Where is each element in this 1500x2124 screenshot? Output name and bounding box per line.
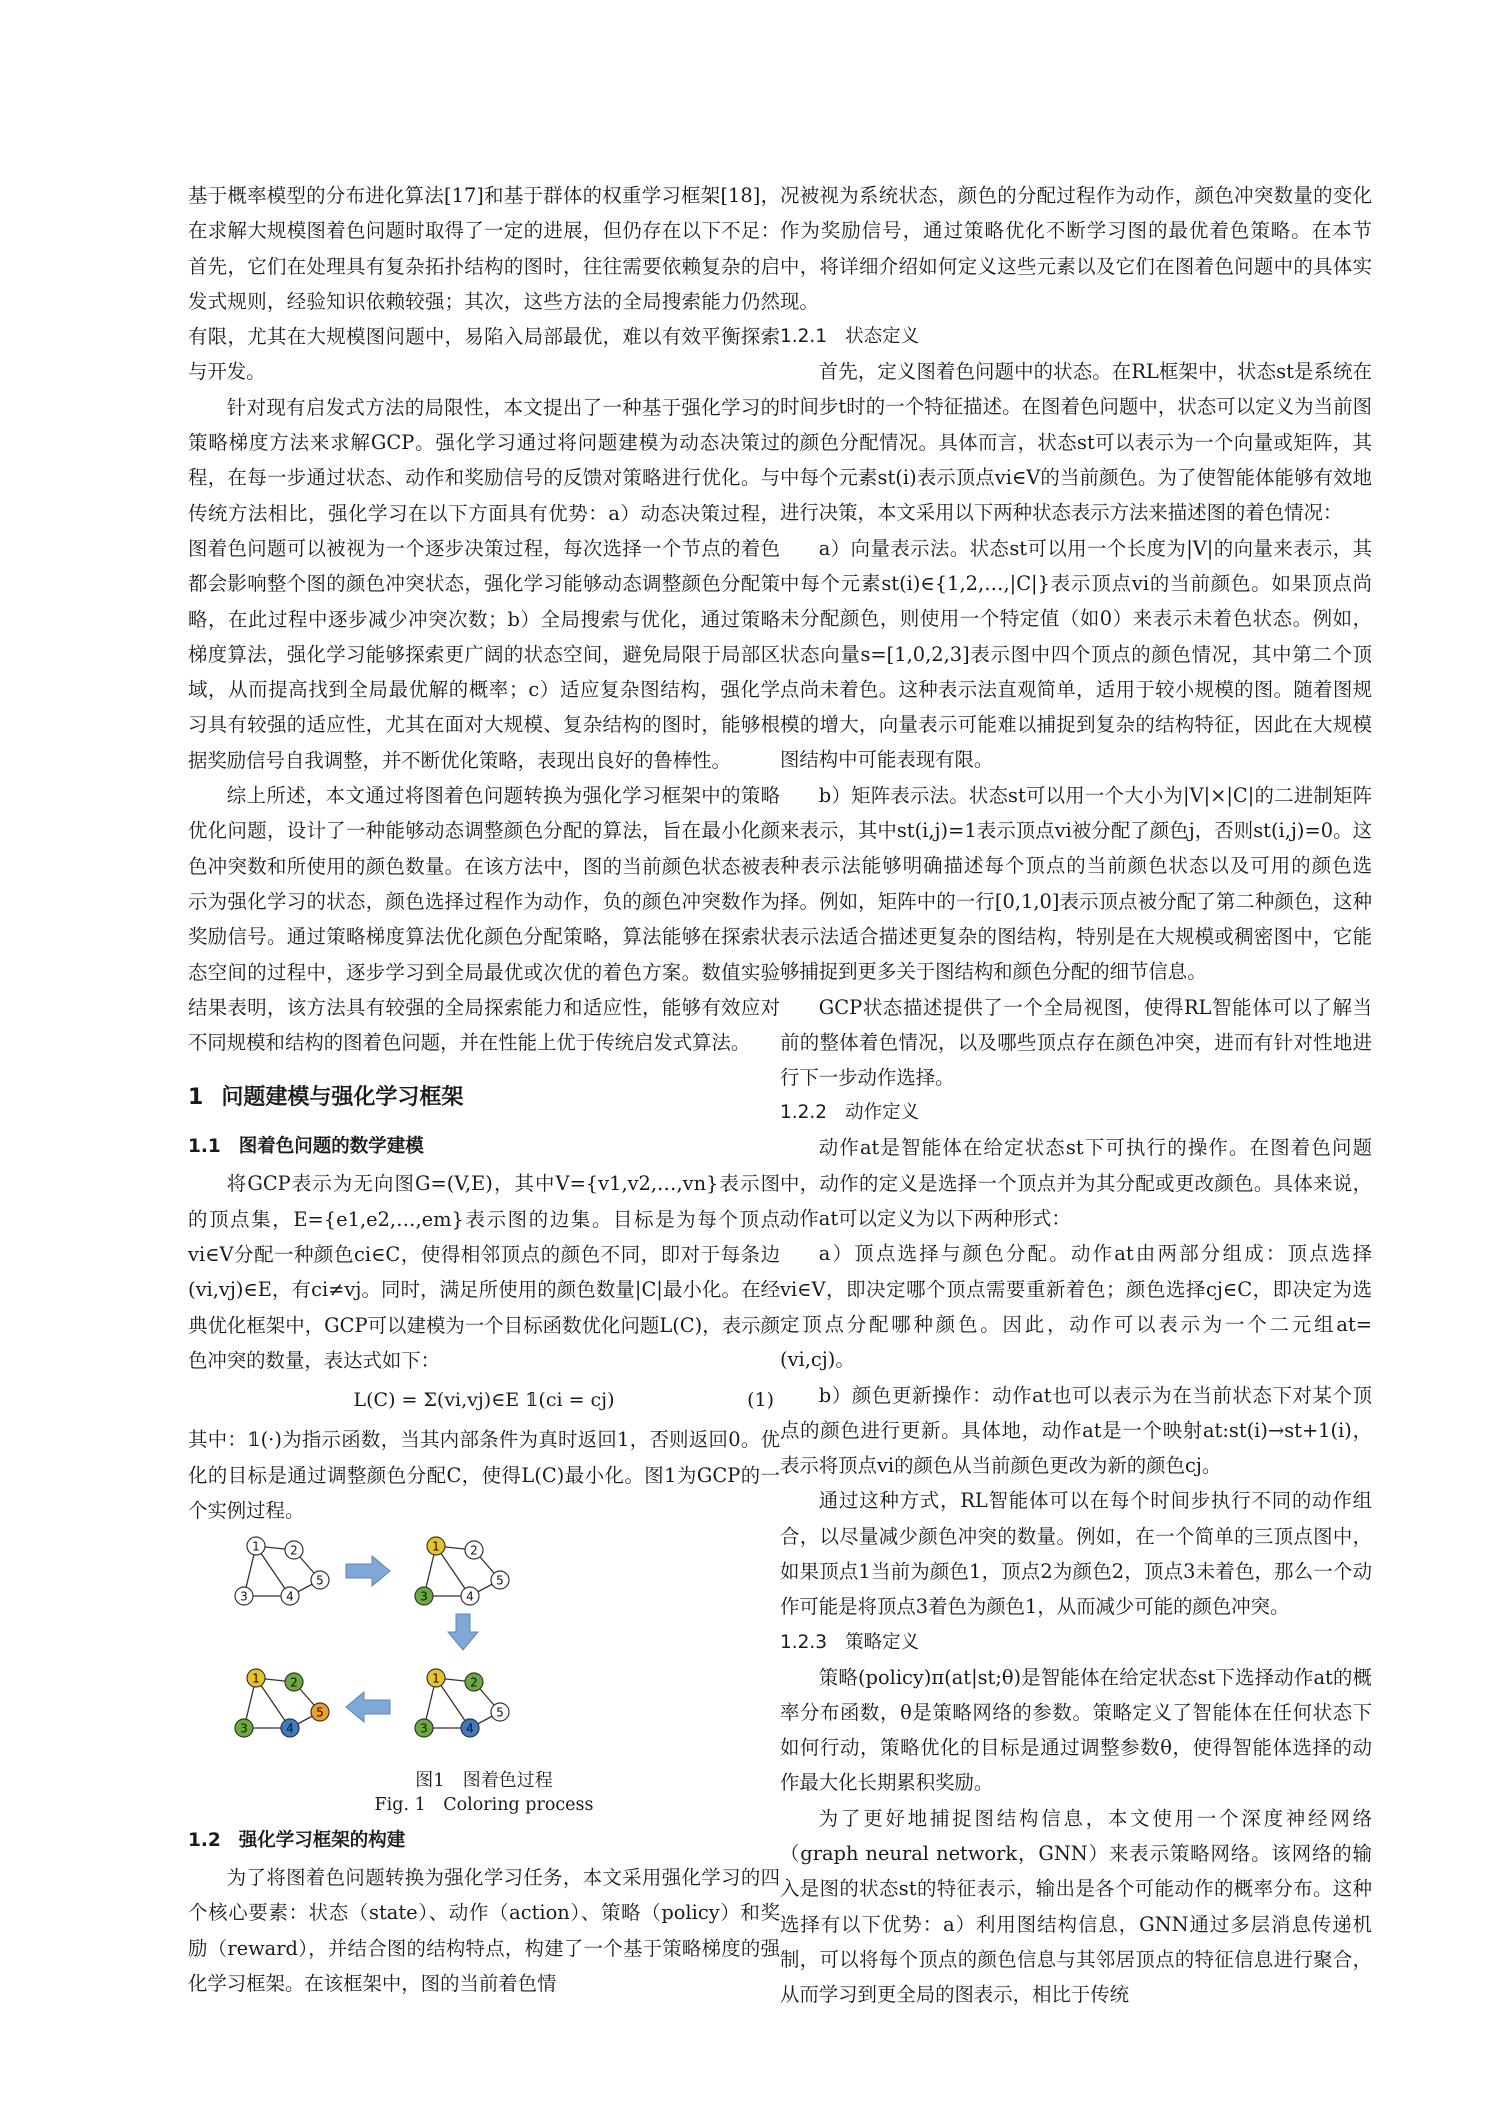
paragraph: 综上所述，本文通过将图着色问题转换为强化学习框架中的策略优化问题，设计了一种能够动态调整颜色分配的算法，旨在最小化颜色冲突数和所使用的颜色数量。在该方法中，图的当前颜色状态被表示为强化学习的状态，颜色选择过程作为动作，负的颜色冲突数作为奖励信号。通过策略梯度算法优化颜色分配策略，算法能够在探索状态空间的过程中，逐步学习到全局最优或次优的着色方案。数值实验结果表明，该方法具有较强的全局探索能力和适应性，能够有效应对不同规模和结构的图着色问题，并在性能上优于传统启发式算法。 bbox=[188, 784, 780, 1055]
subsubsection-title: 动作定义 bbox=[845, 1102, 920, 1124]
arrow-right-icon bbox=[346, 1556, 390, 1586]
subsection-heading bbox=[188, 1130, 780, 1164]
arrow-down-icon bbox=[448, 1614, 478, 1650]
subsubsection-title: 策略定义 bbox=[845, 1631, 920, 1653]
equation-body: L(C) = Σ(vi,vj)∈E 𝟙(ci = cj) bbox=[353, 1389, 615, 1412]
graph-node-label: 4 bbox=[286, 1721, 294, 1736]
subsubsection-heading bbox=[780, 319, 1372, 354]
graph-node-label: 3 bbox=[240, 1721, 248, 1736]
graph-node-label: 5 bbox=[316, 1705, 324, 1720]
subsubsection-number: 1.2.3 bbox=[780, 1631, 828, 1653]
arrow-left-icon bbox=[346, 1692, 390, 1722]
paragraph: 通过这种方式，RL智能体可以在每个时间步执行不同的动作组合，以尽量减少颜色冲突的数量。例如，在一个简单的三顶点图中，如果顶点1当前为颜色1，顶点2为颜色2，顶点3未着色，那么一个动作可能是将顶点3着色为颜色1，从而减少可能的颜色冲突。 bbox=[780, 1489, 1372, 1619]
graph-node-label: 4 bbox=[466, 1721, 474, 1736]
paragraph: 为了更好地捕捉图结构信息，本文使用一个深度神经网络（graph neural network，GNN）来表示策略网络。该网络的输入是图的状态st的特征表示，输出是各个可能动作的概率分布。这种选择有以下优势：a）利用图结构信息，GNN通过多层消息传递机制，可以将每个顶点的颜色信息与其邻居顶点的特征信息进行聚合，从而学习到更全局的图表示，相比于传统 bbox=[780, 1806, 1372, 2007]
paragraph: 况被视为系统状态，颜色的分配过程作为动作，颜色冲突数量的变化作为奖励信号，通过策略优化不断学习图的最优着色策略。在本节中，将详细介绍如何定义这些元素以及它们在图着色问题中的具体实现。 bbox=[780, 184, 1372, 313]
paragraph: 基于概率模型的分布进化算法[17]和基于群体的权重学习框架[18]，在求解大规模图着色问题时取得了一定的进展，但仍存在以下不足：首先，它们在处理具有复杂拓扑结构的图时，往往需要依赖复杂的启发式规则，经验知识依赖较强；其次，这些方法的全局搜索能力仍然有限，尤其在大规模图问题中，易陷入局部最优，难以有效平衡探索与开发。 bbox=[188, 184, 780, 384]
subsubsection-title: 状态定义 bbox=[845, 326, 920, 348]
equation-number: (1) bbox=[747, 1389, 774, 1412]
paragraph: a）向量表示法。状态st可以用一个长度为|V|的向量来表示，其中每个元素st(i)∈{1,2,…,|C|}表示顶点vi的当前颜色。如果顶点尚未分配颜色，则使用一个特定值（如0）来表示未着色状态。例如，状态向量s=[1,0,2,3]表示图中四个顶点的颜色情况，其中第二个顶点尚未着色。这种表示法直观简单，适用于较小规模的图。随着图规模的增大，向量表示可能难以捕捉到复杂的结构特征，因此在大规模图结构中可能表现有限。 bbox=[780, 536, 1372, 772]
paragraph: GCP状态描述提供了一个全局视图，使得RL智能体可以了解当前的整体着色情况，以及哪些顶点存在颜色冲突，进而有针对性地进行下一步动作选择。 bbox=[780, 995, 1372, 1090]
graph-node-label: 5 bbox=[316, 1573, 324, 1588]
equation-1 bbox=[188, 1378, 780, 1422]
graph-node-label: 3 bbox=[420, 1589, 428, 1604]
graph-node-label: 5 bbox=[496, 1573, 504, 1588]
paragraph: a）顶点选择与颜色分配。动作at由两部分组成：顶点选择vi∈V，即决定哪个顶点需要重新着色；颜色选择cj∈C，即决定为选定顶点分配哪种颜色。因此，动作可以表示为一个二元组at=(vi,cj)。 bbox=[780, 1242, 1372, 1372]
graph-step-1 bbox=[415, 1537, 509, 1605]
paragraph: 将GCP表示为无向图G=(V,E)，其中V={v1,v2,…,vn}表示图的顶点集，E={e1,e2,…,em}表示图的边集。目标是为每个顶点vi∈V分配一种颜色ci∈C，使得相邻顶点的颜色不同，即对于每条边(vi,vj)∈E，有ci≠vj。同时，满足所使用的颜色数量|C|最小化。在经典优化框架中，GCP可以建模为一个目标函数优化问题L(C)，表示颜色冲突的数量，表达式如下： bbox=[188, 1172, 780, 1372]
subsection-number: 1.1 bbox=[188, 1136, 221, 1158]
paragraph: 为了将图着色问题转换为强化学习任务，本文采用强化学习的四个核心要素：状态（state）、动作（action）、策略（policy）和奖励（reward），并结合图的结构特点，构建了一个基于策略梯度的强化学习框架。在该框架中，图的当前着色情 bbox=[188, 1866, 780, 1995]
graph-node-label: 5 bbox=[496, 1705, 504, 1720]
paragraph: 策略(policy)π(at|st;θ)是智能体在给定状态st下选择动作at的概率分布函数，θ是策略网络的参数。策略定义了智能体在任何状态下如何行动，策略优化的目标是通过调整参数θ，使得智能体选择的动作最大化长期累积奖励。 bbox=[780, 1665, 1372, 1795]
graph-node-label: 1 bbox=[252, 1539, 260, 1554]
paragraph: b）矩阵表示法。状态st可以用一个大小为|V|×|C|的二进制矩阵来表示，其中st(i,j)=1表示顶点vi被分配了颜色j，否则st(i,j)=0。这种表示法能够明确描述每个顶点的当前颜色状态以及可用的颜色选择。例如，矩阵中的一行[0,1,0]表示顶点被分配了第二种颜色，这种表示法适合描述更复杂的图结构，特别是在大规模或稠密图中，它能够捕捉到更多关于图结构和颜色分配的细节信息。 bbox=[780, 783, 1372, 984]
paragraph: 首先，定义图着色问题中的状态。在RL框架中，状态st是系统在时间步t时的一个特征描述。在图着色问题中，状态可以定义为当前图的颜色分配情况。具体而言，状态st可以表示为一个向量或矩阵，其中每个元素st(i)表示顶点vi∈V的当前颜色。为了使智能体能够有效地进行决策，本文采用以下两种状态表示方法来描述图的着色情况： bbox=[780, 360, 1372, 525]
graph-step-2 bbox=[415, 1669, 509, 1737]
figure-caption-en: Fig. 1 Coloring process bbox=[374, 1795, 594, 1816]
section-title: 问题建模与强化学习框架 bbox=[221, 1085, 464, 1111]
graph-step-3 bbox=[235, 1669, 329, 1737]
paragraph: 其中：𝟙(·)为指示函数，当其内部条件为真时返回1，否则返回0。优化的目标是通过调整颜色分配C，使得L(C)最小化。图1为GCP的一个实例过程。 bbox=[188, 1428, 780, 1522]
coloring-process-diagram bbox=[188, 1528, 780, 1768]
graph-node-label: 2 bbox=[290, 1543, 298, 1558]
graph-node-label: 2 bbox=[470, 1543, 478, 1558]
subsection-title: 图着色问题的数学建模 bbox=[238, 1136, 424, 1158]
subsubsection-number: 1.2.1 bbox=[780, 326, 828, 348]
figure-caption: 图1 图着色过程 bbox=[415, 1770, 553, 1792]
graph-node-label: 4 bbox=[286, 1589, 294, 1604]
graph-uncolored bbox=[235, 1537, 329, 1605]
paragraph: b）颜色更新操作：动作at也可以表示为在当前状态下对某个顶点的颜色进行更新。具体地，动作at是一个映射at:st(i)→st+1(i)，表示将顶点vi的颜色从当前颜色更改为新的颜色cj。 bbox=[780, 1383, 1372, 1478]
section-number: 1 bbox=[188, 1085, 204, 1111]
subsubsection-number: 1.2.2 bbox=[780, 1102, 828, 1124]
left-column bbox=[188, 178, 780, 2001]
section-heading bbox=[188, 1080, 780, 1116]
graph-node-label: 3 bbox=[420, 1721, 428, 1736]
graph-node-label: 3 bbox=[240, 1589, 248, 1604]
right-column bbox=[780, 178, 1372, 2013]
graph-node-label: 1 bbox=[252, 1671, 260, 1686]
paragraph: 动作at是智能体在给定状态st下可执行的操作。在图着色问题中，动作的定义是选择一个顶点并为其分配或更改颜色。具体来说，动作at可以定义为以下两种形式： bbox=[780, 1136, 1372, 1231]
graph-node-label: 4 bbox=[466, 1589, 474, 1604]
subsection-number: 1.2 bbox=[188, 1830, 221, 1852]
graph-node-label: 1 bbox=[432, 1539, 440, 1554]
subsection-heading bbox=[188, 1824, 780, 1858]
graph-node-label: 1 bbox=[432, 1671, 440, 1686]
subsubsection-heading bbox=[780, 1625, 1372, 1660]
figure-1 bbox=[188, 1528, 780, 1768]
subsubsection-heading bbox=[780, 1095, 1372, 1130]
graph-node-label: 2 bbox=[470, 1675, 478, 1690]
paragraph: 针对现有启发式方法的局限性，本文提出了一种基于强化学习的策略梯度方法来求解GCP。强化学习通过将问题建模为动态决策过程，在每一步通过状态、动作和奖励信号的反馈对策略进行优化。与传统方法相比，强化学习在以下方面具有优势：a）动态决策过程，图着色问题可以被视为一个逐步决策过程，每次选择一个节点的着色都会影响整个图的颜色冲突状态，强化学习能够动态调整颜色分配策略，在此过程中逐步减少冲突次数；b）全局搜索与优化，通过策略梯度算法，强化学习能够探索更广阔的状态空间，避免局限于局部区域，从而提高找到全局最优解的概率；c）适应复杂图结构，强化学习具有较强的适应性，尤其在面对大规模、复杂结构的图时，能够根据奖励信号自我调整，并不断优化策略，表现出良好的鲁棒性。 bbox=[188, 395, 780, 772]
graph-node-label: 2 bbox=[290, 1675, 298, 1690]
subsection-title: 强化学习框架的构建 bbox=[238, 1830, 406, 1852]
